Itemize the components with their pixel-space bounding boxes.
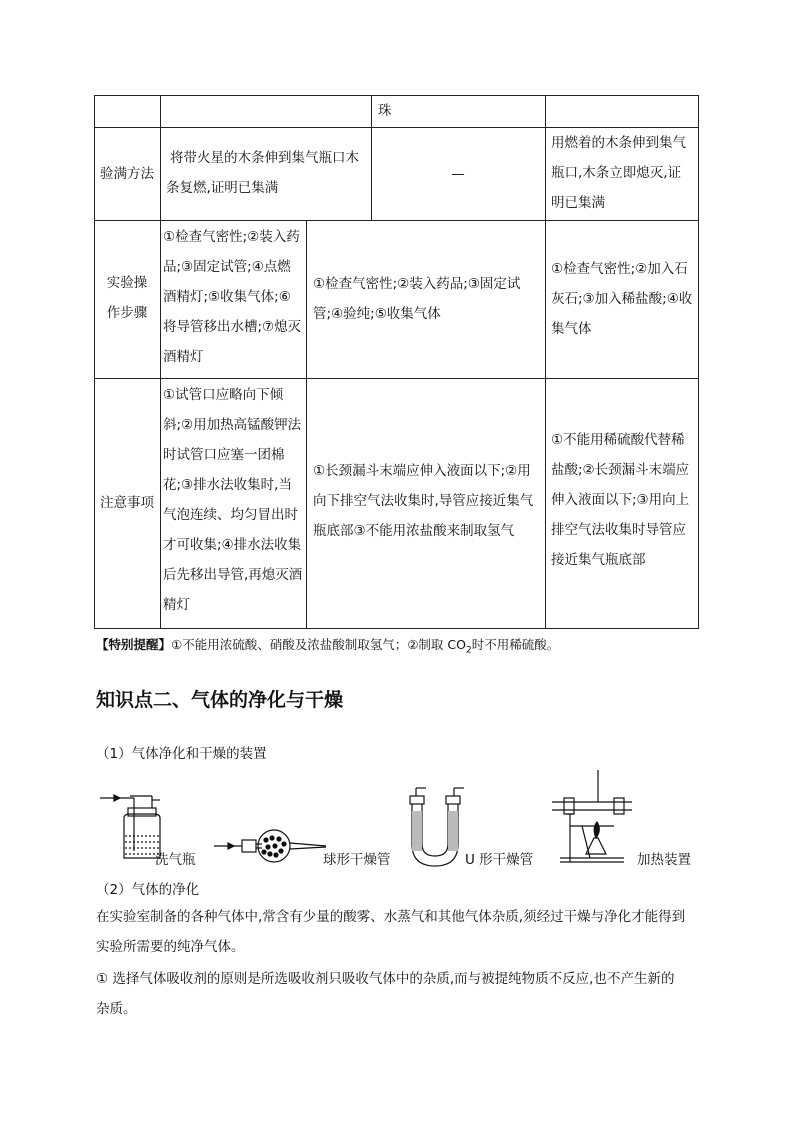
reminder-tag: 【特别提醒】 [96,637,172,652]
table-row-divider [94,220,698,221]
table-row-label: 注意事项 [100,495,154,511]
table-cell: — [451,166,465,182]
reminder-text: ①不能用浓硫酸、硝酸及浓盐酸制取氢气；②制取 CO [171,637,466,652]
subsection-heading: （2）气体的净化 [96,882,200,898]
table-cell: ①检查气密性;②加入石灰石;③加入稀盐酸;④收集气体 [551,261,693,337]
paragraph-line: 杂质。 [96,1001,137,1017]
table-col-divider [371,95,372,221]
u-drying-tube-icon [410,788,464,866]
ball-drying-tube-icon [214,830,326,862]
heating-apparatus-icon [552,770,632,862]
paragraph-line: ① 选择气体吸收剂的原则是所选吸收剂只吸收气体中的杂质,而与被提纯物质不反应,也不产生新的 [96,971,675,987]
table-cell: ①检查气密性;②装入药品;③固定试管;④验纯;⑤收集气体 [313,276,521,322]
paragraph-line: 实验所需要的纯净气体。 [96,939,245,955]
paragraph [96,902,716,962]
table-row-divider [94,378,698,379]
reminder-subscript: 2 [465,645,472,656]
u-drying-tube-label: U 形干燥管 [465,852,534,868]
table-cell: ①试管口应略向下倾斜;②用加热高锰酸钾法时试管口应塞一团棉花;③排水法收集时,当气泡连续、均匀冒出时才可收集;④排水法收集后先移出导管,再熄灭酒精灯 [163,387,303,613]
table-row-label [94,268,160,328]
table-cell: 珠 [378,103,392,119]
table-row-label-line: 作步骤 [106,305,148,321]
heating-apparatus-label: 加热装置 [637,852,691,868]
table-row-label: 验满方法 [100,166,154,182]
table-cell: 用燃着的木条伸到集气瓶口,木条立即熄灭,证明已集满 [551,135,686,211]
table-row-label-line: 实验操 [106,275,148,291]
table-col-divider [306,220,307,629]
reminder-text-end: 时不用稀硫酸。 [471,637,560,652]
wash-bottle-icon [100,795,160,858]
paragraph [96,964,716,1024]
table-cell: ①检查气密性;②装入药品;③固定试管;④点燃酒精灯;⑤收集气体;⑥将导管移出水槽;⑦熄灭酒精灯 [163,229,302,365]
ball-drying-tube-label: 球形干燥管 [323,852,391,868]
subsection-heading: （1）气体净化和干燥的装置 [96,746,267,762]
paragraph-line: 在实验室制备的各种气体中,常含有少量的酸雾、水蒸气和其他气体杂质,须经过干燥与净化才能得到 [96,909,686,925]
table-cell: ①长颈漏斗末端应伸入液面以下;②用向下排空气法收集时,导管应接近集气瓶底部③不能用浓盐酸来制取氢气 [313,463,534,539]
table-border-bottom [94,628,698,629]
wash-bottle-label: 洗气瓶 [155,852,196,868]
table-col-divider [160,95,161,629]
table-cell: ①不能用稀硫酸代替稀盐酸;②长颈漏斗末端应伸入液面以下;③用向上排空气法收集时导管应接近集气瓶底部 [551,432,690,568]
table-border-right [698,95,699,629]
special-reminder [96,635,716,661]
table-col-divider [545,95,546,629]
section-title: 知识点二、气体的净化与干燥 [96,689,344,711]
table-cell: 将带火星的木条伸到集气瓶口木条复燃,证明已集满 [166,150,359,196]
